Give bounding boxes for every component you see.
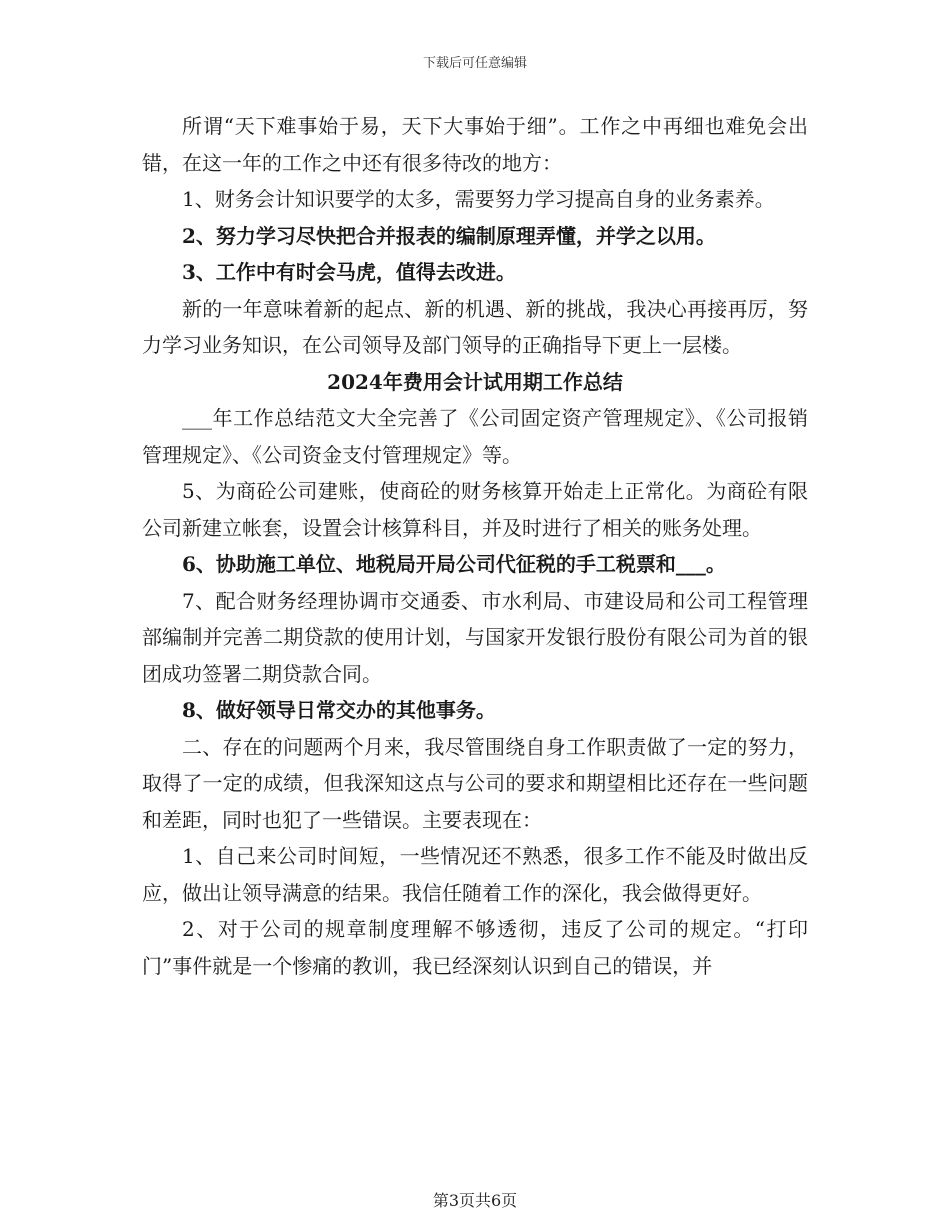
paragraph-problems: 二、存在的问题两个月来，我尽管围绕自身工作职责做了一定的努力，取得了一定的成绩，但我深知这点与公司的要求和期望相比还存在一些问题和差距，同时也犯了一些错误。主要表现在： (142, 734, 808, 832)
problem-item-2: 2、对于公司的规章制度理解不够透彻，违反了公司的规定。“打印门”事件就是一个惨痛的教训，我已经深刻认识到自己的错误，并 (142, 917, 808, 978)
list-item-2: 2、努力学习尽快把合并报表的编制原理弄懂，并学之以用。 (182, 223, 716, 248)
page-footer: 第3页共6页 (432, 1191, 518, 1210)
paragraph-intro: 所谓“天下难事始于易，天下大事始于细”。工作之中再细也难免会出错，在这一年的工作之中还有很多待改的地方： (142, 114, 808, 175)
list-item-3: 3、工作中有时会马虎，值得去改进。 (182, 260, 516, 284)
page-header: 下载后可任意编辑 (422, 56, 527, 71)
paragraph-summary: ___年工作总结范文大全完善了《公司固定资产管理规定》、《公司报销管理规定》、《公司资金支付管理规定》等。 (142, 406, 808, 467)
list-item-5: 5、为商砼公司建账，使商砼的财务核算开始走上正常化。为商砼有限公司新建立帐套，设置会计核算科目，并及时进行了相关的账务处理。 (142, 479, 808, 540)
list-item-6: 6、协助施工单位、地税局开局公司代征税的手工税票和___。 (182, 552, 726, 576)
paragraph-new-year: 新的一年意味着新的起点、新的机遇、新的挑战，我决心再接再厉，努力学习业务知识，在公司领导及部门领导的正确指导下更上一层楼。 (142, 296, 808, 357)
list-item-8: 8、做好领导日常交办的其他事务。 (182, 698, 496, 722)
problem-item-1: 1、自己来公司时间短，一些情况还不熟悉，很多工作不能及时做出反应，做出让领导满意的结果。我信任随着工作的深化，我会做得更好。 (142, 844, 808, 905)
list-item-1: 1、财务会计知识要学的太多，需要努力学习提高自身的业务素养。 (182, 187, 775, 211)
document-body (142, 108, 808, 984)
list-item-7: 7、配合财务经理协调市交通委、市水利局、市建设局和公司工程管理部编制并完善二期贷款的使用计划，与国家开发银行股份有限公司为首的银团成功签署二期贷款合同。 (142, 588, 808, 686)
section-title: 2024年费用会计试用期工作总结 (327, 369, 623, 394)
